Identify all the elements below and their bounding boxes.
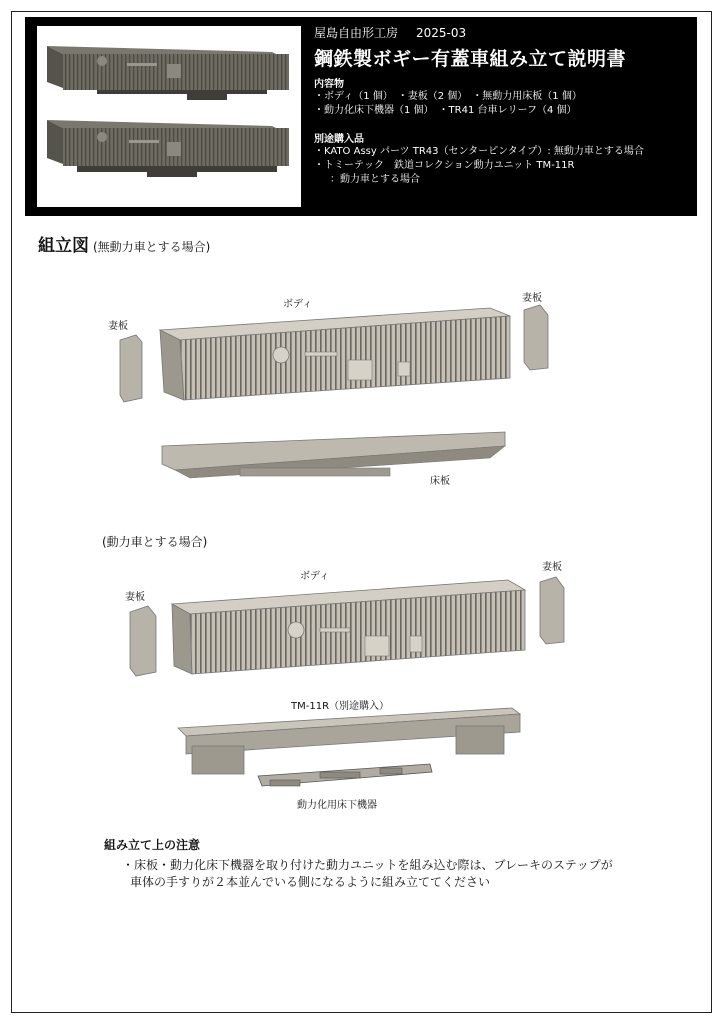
- maker-name: 屋島自由形工房: [314, 26, 399, 40]
- label-motor-unit: TM-11R（別途購入）: [291, 701, 390, 712]
- label-end-plate-left-2: 妻板: [125, 592, 145, 603]
- contents-heading: 内容物: [314, 79, 344, 90]
- end-plate-right-2: [540, 577, 564, 644]
- unpowered-caption: (無動力車とする場合): [93, 240, 211, 254]
- label-floor: 床板: [430, 476, 450, 487]
- label-end-plate-right-1: 妻板: [522, 293, 542, 304]
- extra-line-3: ：動力車とする場合: [330, 174, 420, 185]
- assembly-title: 組立図: [38, 236, 89, 256]
- extra-line-1: ・KATO Assy パーツ TR43（センターピンタイプ）: 無動力車とする場合: [314, 146, 644, 157]
- document-title: 鋼鉄製ボギー有蓋車組み立て説明書: [314, 48, 627, 70]
- powered-caption: (動力車とする場合): [102, 535, 208, 549]
- extra-purchase-heading: 別途購入品: [314, 134, 364, 145]
- assembly-notes: [104, 836, 694, 891]
- release-date: 2025-03: [416, 26, 467, 40]
- notes-line-1: ・床板・動力化床下機器を取り付けた動力ユニットを組み込む際は、ブレーキのステップが: [122, 858, 613, 872]
- label-body-2: ボディ: [300, 571, 330, 582]
- notes-title: 組み立て上の注意: [104, 838, 201, 852]
- contents-line-2: ・動力化床下機器（1 個） ・TR41 台車レリーフ（4 個）: [314, 105, 577, 116]
- extra-line-2: ・トミーテック 鉄道コレクション動力ユニット TM-11R: [314, 160, 575, 171]
- body-end-2: [172, 604, 192, 674]
- label-end-plate-left-1: 妻板: [108, 321, 128, 332]
- label-body-1: ボディ: [283, 299, 313, 310]
- contents-line-1: ・ボディ（1 個） ・妻板（2 個） ・無動力用床板（1 個）: [314, 91, 582, 102]
- label-end-plate-right-2: 妻板: [542, 562, 562, 573]
- label-underfloor: 動力化用床下機器: [297, 800, 377, 811]
- end-plate-left-2: [130, 606, 156, 676]
- notes-line-2: 車体の手すりが２本並んでいる側になるように組み立ててください: [130, 875, 491, 889]
